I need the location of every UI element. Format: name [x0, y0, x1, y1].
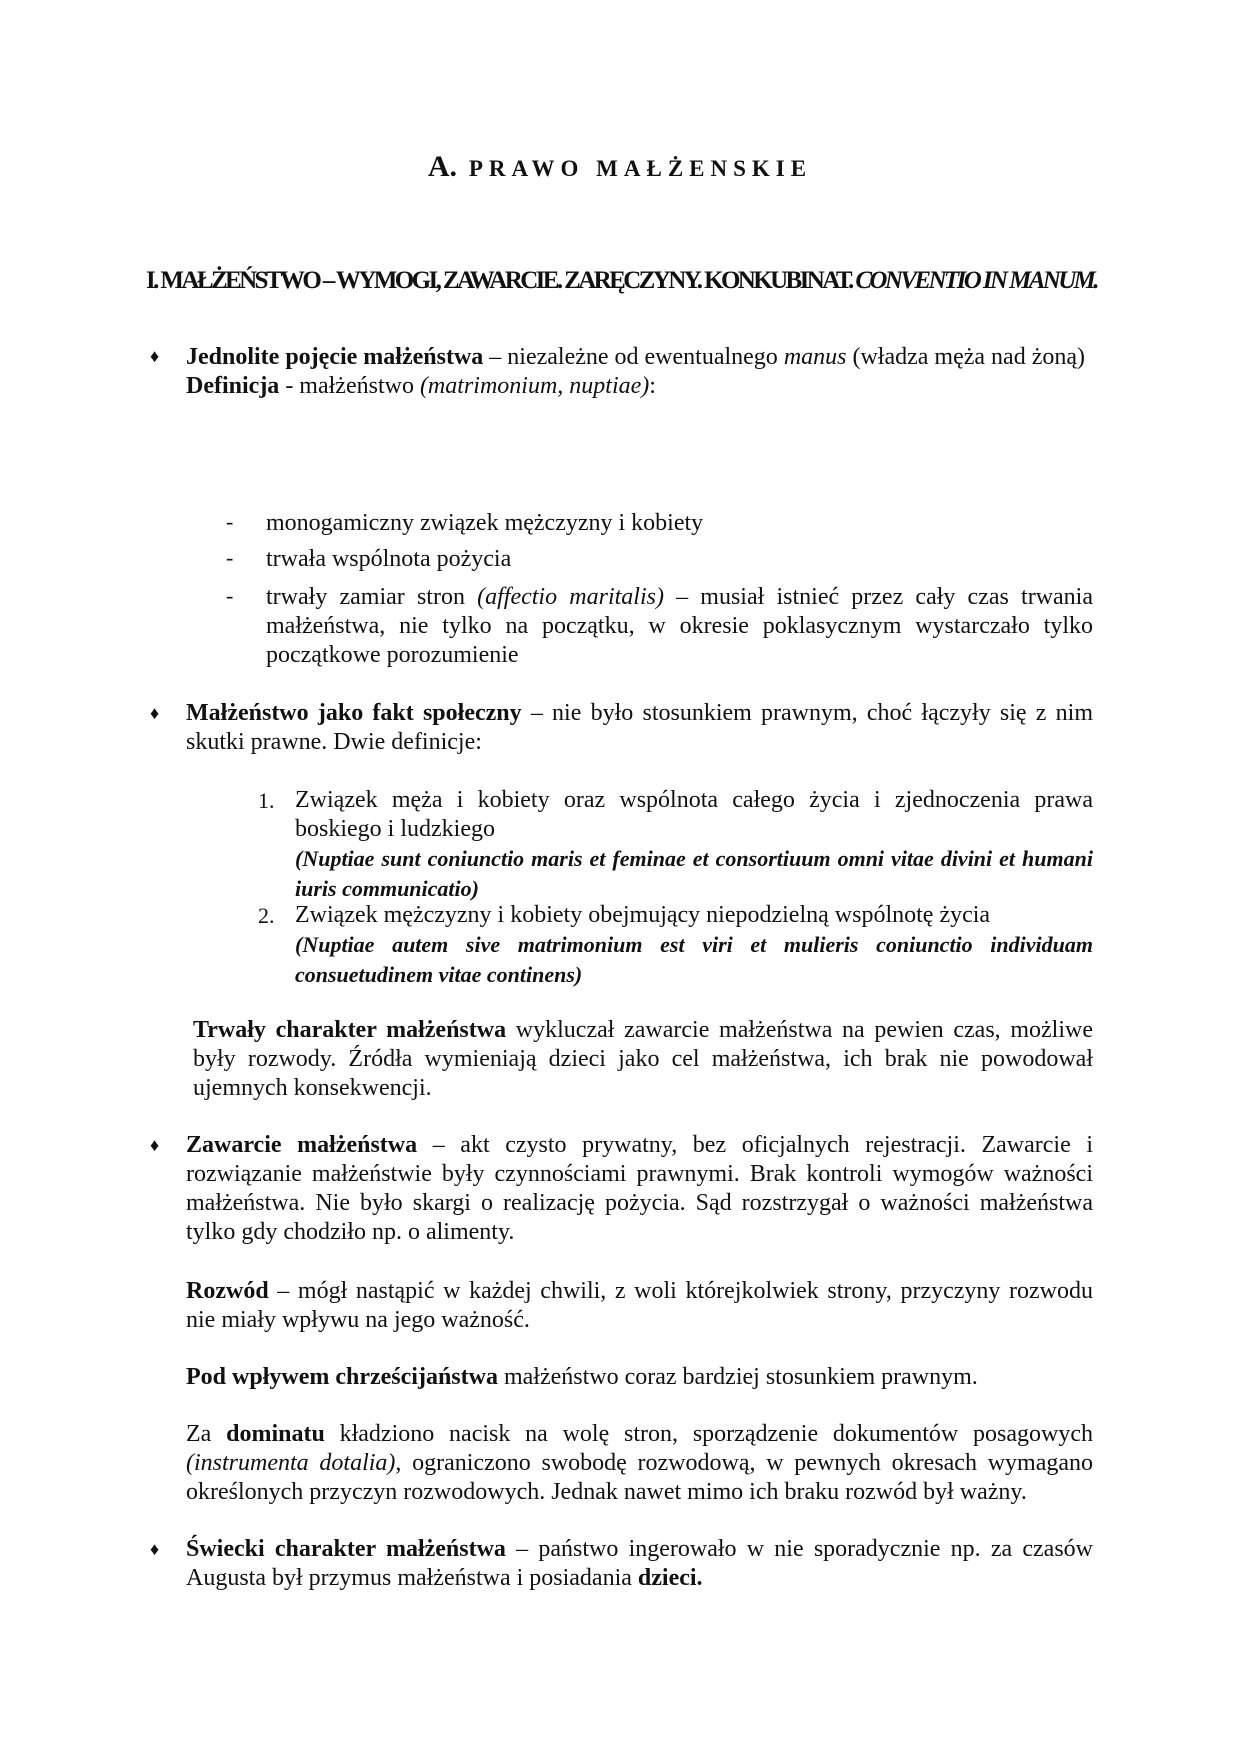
text-span: wykluczał zawarcie małżeństwa na pewien czas, możliwe były rozwody. Źródła wymieniają dzieci jako cel małżeństwa, ich brak nie powodował ujemnych konsekwencji. — [193, 1017, 1094, 1101]
paragraph-zawarcie — [186, 1131, 1093, 1247]
text-span: , ograniczono swobodę rozwodową, w pewnych okresach wymagano określonych przyczyn rozwodowych. Jednak nawet mimo ich braku rozwód był ważny. — [186, 1450, 1093, 1505]
diamond-bullet-icon: ♦ — [150, 346, 160, 366]
section-heading-main: I. MAŁŻEŃSTWO – WYMOGI, ZAWARCIE. ZARĘCZYNY. KONKUBINAT. — [146, 267, 852, 294]
paragraph-chrzescijanstwo — [186, 1363, 1093, 1392]
term-zawarcie: Zawarcie małżeństwa — [186, 1132, 418, 1158]
paragraph-fakt-spoleczny — [186, 699, 1093, 757]
paragraph-trwaly — [193, 1016, 1093, 1103]
paragraph-definition — [186, 343, 1093, 401]
term-swiecki: Świecki charakter małżeństwa — [186, 1536, 506, 1562]
text-span: – musiał istnieć przez cały czas trwania małżeństwa, nie tylko na początku, w okresie poklasycznym wystarczało tylko początkowe porozumienie — [266, 584, 1093, 668]
diamond-bullet-icon: ♦ — [150, 1539, 160, 1559]
definition-text: Związek męża i kobiety oraz wspólnota całego życia i zjednoczenia prawa boskiego i ludzkiego — [295, 787, 1093, 842]
term-fakt: Małżeństwo jako fakt społeczny — [186, 700, 522, 726]
latin-term: manus — [783, 344, 847, 370]
term-rozwod: Rozwód — [186, 1278, 269, 1304]
text-span: – nie było stosunkiem prawnym, choć łączyły się z nim skutki prawne. Dwie definicje: — [186, 700, 1094, 755]
latin-term: (instrumenta dotalia) — [186, 1450, 396, 1476]
definition-item — [295, 901, 1093, 990]
text-span: – mógł nastąpić w każdej chwili, z woli którejkolwiek strony, przyczyny rozwodu nie miały wpływu na jego ważność. — [186, 1278, 1093, 1333]
term-chrzescijanstwo: Pod wpływem chrześcijaństwa — [186, 1364, 498, 1390]
definition-latin: (Nuptiae sunt coniunctio maris et feminae et consortiuum omni vitae divini et humani iuris communicatio) — [295, 846, 1093, 901]
text-span: małżeństwo coraz bardziej stosunkiem prawnym. — [497, 1364, 978, 1390]
section-heading-italic: CONVENTIO IN MANUM. — [855, 267, 1097, 294]
list-number: 2. — [258, 903, 275, 928]
paragraph-rozwod — [186, 1277, 1093, 1335]
list-item — [266, 583, 1093, 670]
dash-bullet: - — [226, 545, 234, 570]
section-heading — [146, 266, 1106, 296]
text-span: – państwo ingerowało w nie sporadycznie np. za czasów Augusta był przymus małżeństwa i posiadania — [186, 1536, 1093, 1591]
bold-word: dzieci. — [637, 1565, 703, 1591]
term-dominatu: dominatu — [226, 1421, 325, 1447]
text-span: – niezależne od ewentualnego — [483, 344, 784, 370]
term-trwaly: Trwały charakter małżeństwa — [193, 1017, 507, 1043]
dash-bullet: - — [226, 583, 234, 608]
paragraph-dominat — [186, 1420, 1093, 1507]
list-item: monogamiczny związek mężczyzny i kobiety — [266, 510, 704, 536]
definition-text: Związek mężczyzny i kobiety obejmujący niepodzielną wspólnotę życia — [295, 902, 991, 928]
definition-item — [295, 786, 1093, 904]
text-span: (władza męża nad żoną) — [846, 344, 1086, 370]
diamond-bullet-icon: ♦ — [150, 703, 160, 723]
latin-term: (matrimonium, nuptiae) — [419, 373, 650, 399]
definition-latin: (Nuptiae autem sive matrimonium est viri et mulieris coniunctio individuam consuetudinem vitae continens) — [295, 932, 1093, 987]
page-title — [0, 150, 1240, 184]
latin-term: (affectio maritalis) — [477, 584, 664, 610]
text-span: kładziono nacisk na wolę stron, sporządzenie dokumentów posagowych — [324, 1421, 1093, 1447]
definition-label: Definicja — [186, 373, 280, 399]
list-item: trwała wspólnota pożycia — [266, 546, 512, 572]
text-span: – akt czysto prywatny, bez oficjalnych rejestracji. Zawarcie i rozwiązanie małżeństwie były czynnościami prawnymi. Brak kontroli wymogów ważności małżeństwa. Nie było skargi o realizację pożycia. Sąd rozstrzygał o ważności małżeństwa tylko gdy chodziło np. o alimenty. — [186, 1132, 1093, 1245]
text-span: Za — [186, 1421, 227, 1447]
text-span: : — [649, 373, 656, 399]
paragraph-swiecki — [186, 1535, 1093, 1593]
term-jednolite: Jednolite pojęcie małżeństwa — [186, 344, 484, 370]
title-letter: A. — [427, 150, 458, 183]
text-span: trwały zamiar stron — [266, 584, 478, 610]
title-text: PRAWO MAŁŻENSKIE — [468, 156, 813, 181]
text-span: - małżeństwo — [279, 373, 420, 399]
dash-bullet: - — [226, 509, 234, 534]
list-number: 1. — [258, 788, 275, 813]
diamond-bullet-icon: ♦ — [150, 1135, 160, 1155]
